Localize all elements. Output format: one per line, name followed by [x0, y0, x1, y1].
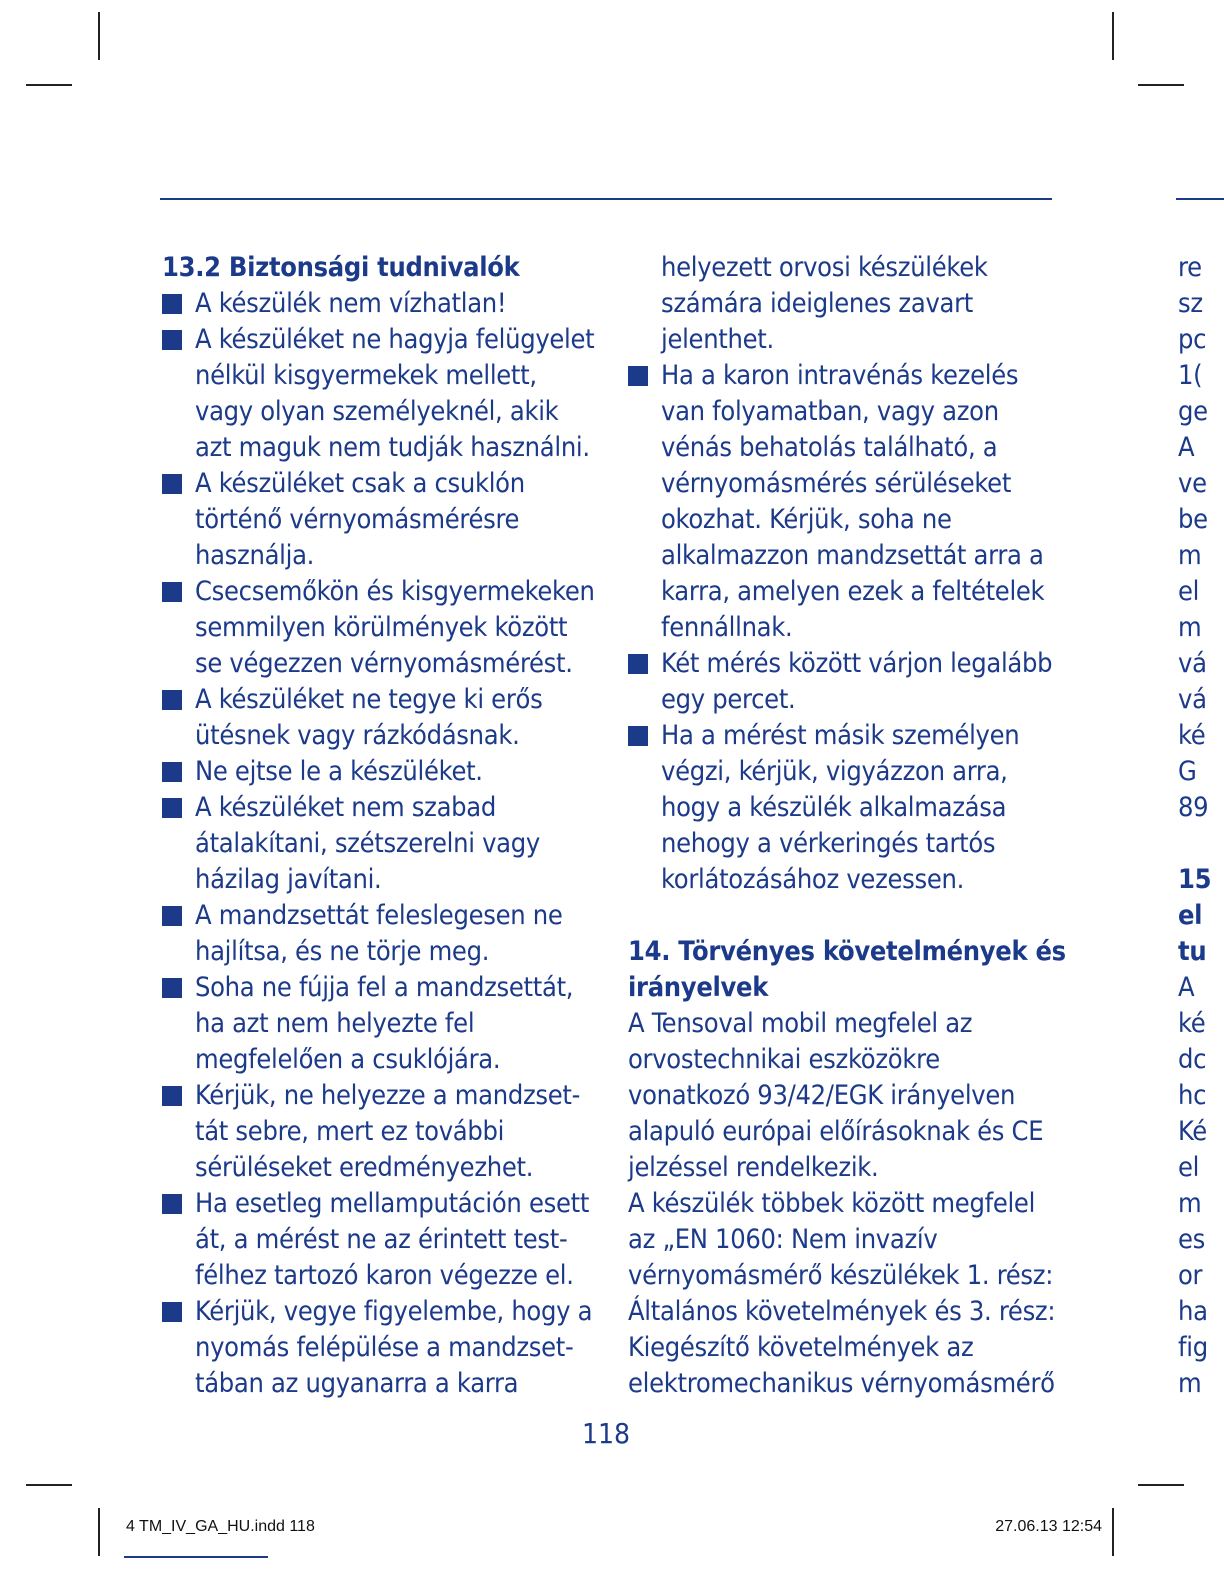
- text-line: el: [1178, 576, 1200, 607]
- text-line: re: [1178, 252, 1202, 283]
- bullet-item: Soha ne fújja fel a mandzsettát, ha azt nem helyezte fel megfelelően a csuklójára.: [162, 970, 602, 1078]
- text-line: hc: [1178, 1080, 1207, 1111]
- text-line: or: [1178, 1260, 1203, 1291]
- text-line: ké: [1178, 1008, 1206, 1039]
- crop-mark: [98, 1508, 100, 1556]
- crop-mark: [1112, 1508, 1114, 1556]
- bullet-square-icon: [162, 906, 182, 926]
- bullet-square-icon: [162, 1194, 182, 1214]
- text-line: pc: [1178, 324, 1207, 355]
- slug-timestamp: 27.06.13 12:54: [995, 1518, 1102, 1535]
- crop-mark: [1138, 84, 1184, 86]
- slug-underline: [124, 1556, 268, 1558]
- crop-mark: [26, 84, 72, 86]
- bullet-item: Csecsemőkön és kisgyermekeken semmilyen körülmények között se végezzen vérnyomásmérést.: [162, 574, 602, 682]
- header-rule-next-page: [1176, 198, 1224, 200]
- bullet-square-icon: [162, 330, 182, 350]
- bullet-square-icon: [162, 582, 182, 602]
- bullet-item: A készüléket csak a csuklón történő vérnyomásmérésre használja.: [162, 466, 602, 574]
- paragraph: A készülék többek között megfelel az „EN 1060: Nem invazív vérnyomásmérő készülékek 1. rész: Általános követelmények és 3. rész: Kiegészítő követelmények az elektromechanikus vérnyomásmérő: [628, 1188, 1056, 1399]
- text-line: A: [1178, 972, 1195, 1003]
- text-line: ge: [1178, 396, 1208, 427]
- text-line: el: [1178, 1152, 1200, 1183]
- text-line: be: [1178, 504, 1208, 535]
- spacer: [628, 898, 1068, 934]
- bullet-item: A készüléket ne hagyja felügyelet nélkül kisgyermekek mellett, vagy olyan személyeknél, akik azt maguk nem tudják használni.: [162, 322, 602, 466]
- text-line: vá: [1178, 648, 1207, 679]
- bullet-square-icon: [162, 762, 182, 782]
- bullet-square-icon: [162, 690, 182, 710]
- bullet-square-icon: [162, 1302, 182, 1322]
- bullet-item: Ne ejtse le a készüléket.: [162, 754, 602, 790]
- heading-line: 15: [1178, 864, 1212, 895]
- text-line: m: [1178, 540, 1202, 571]
- text-line: dc: [1178, 1044, 1207, 1075]
- spacer: [1178, 826, 1224, 862]
- column-left: [162, 250, 602, 1402]
- bullet-square-icon: [162, 978, 182, 998]
- column-middle: [628, 250, 1068, 1402]
- bullet-square-icon: [628, 726, 648, 746]
- bullet-item: Kérjük, vegye figyelembe, hogy a nyomás felépülése a mandzset- tában az ugyanarra a karra: [162, 1294, 602, 1402]
- text-line: m: [1178, 1368, 1202, 1399]
- bullet-item: A készüléket ne tegye ki erős ütésnek vagy rázkódásnak.: [162, 682, 602, 754]
- bullet-square-icon: [162, 474, 182, 494]
- crop-mark: [26, 1484, 72, 1486]
- header-rule: [160, 198, 1052, 200]
- text-line: Ké: [1178, 1116, 1207, 1147]
- section-heading-13-2: 13.2 Biztonsági tudnivalók: [162, 252, 520, 283]
- text-line: vá: [1178, 684, 1207, 715]
- text-line: ké: [1178, 720, 1206, 751]
- bullet-item: Két mérés között várjon legalább egy percet.: [628, 646, 1068, 718]
- text-line: A: [1178, 432, 1195, 463]
- bullet-item: Ha a karon intravénás kezelés van folyamatban, vagy azon vénás behatolás található, a vérnyomásmérés sérüléseket okozhat. Kérjük, soha ne alkalmazzon mandzsettát arra a karra, amelyen ezek a feltételek fennállnak.: [628, 358, 1068, 646]
- bullet-square-icon: [628, 654, 648, 674]
- slug-filename: 4 TM_IV_GA_HU.indd 118: [126, 1518, 315, 1535]
- page-number: 118: [581, 1417, 631, 1450]
- text-line: m: [1178, 1188, 1202, 1219]
- column-right-clipped: [1178, 250, 1224, 1402]
- bullet-continuation: helyezett orvosi készülékek számára ideiglenes zavart jelenthet.: [661, 252, 988, 355]
- bullet-square-icon: [162, 1086, 182, 1106]
- bullet-item: Ha esetleg mellamputáción esett át, a mérést ne az érintett test- félhez tartozó karon végezze el.: [162, 1186, 602, 1294]
- crop-mark: [1112, 12, 1114, 60]
- bullet-square-icon: [628, 366, 648, 386]
- heading-line: el: [1178, 900, 1203, 931]
- bullet-square-icon: [162, 294, 182, 314]
- section-heading-14: 14. Törvényes követelmények és irányelvek: [628, 936, 1066, 1003]
- text-line: sz: [1178, 288, 1203, 319]
- text-line: ha: [1178, 1296, 1208, 1327]
- text-line: 1(: [1178, 360, 1203, 391]
- text-line: fig: [1178, 1332, 1208, 1363]
- text-line: es: [1178, 1224, 1206, 1255]
- crop-mark: [1138, 1484, 1184, 1486]
- bullet-item: Kérjük, ne helyezze a mandzset- tát sebre, mert ez további sérüléseket eredményezhet.: [162, 1078, 602, 1186]
- bullet-item: Ha a mérést másik személyen végzi, kérjük, vigyázzon arra, hogy a készülék alkalmazása nehogy a vérkeringés tartós korlátozásához vezessen.: [628, 718, 1068, 898]
- bullet-item: A készülék nem vízhatlan!: [162, 286, 602, 322]
- text-line: 89: [1178, 792, 1209, 823]
- text-line: ve: [1178, 468, 1207, 499]
- bullet-item: A mandzsettát feleslegesen ne hajlítsa, és ne törje meg.: [162, 898, 602, 970]
- text-line: G: [1178, 756, 1197, 787]
- paragraph: A Tensoval mobil megfelel az orvostechnikai eszközökre vonatkozó 93/42/EGK irányelven alapuló európai előírásoknak és CE jelzéssel rendelkezik.: [628, 1008, 1044, 1183]
- text-line: m: [1178, 612, 1202, 643]
- heading-line: tu: [1178, 936, 1207, 967]
- bullet-square-icon: [162, 798, 182, 818]
- bullet-item: A készüléket nem szabad átalakítani, szétszerelni vagy házilag javítani.: [162, 790, 602, 898]
- crop-mark: [98, 12, 100, 60]
